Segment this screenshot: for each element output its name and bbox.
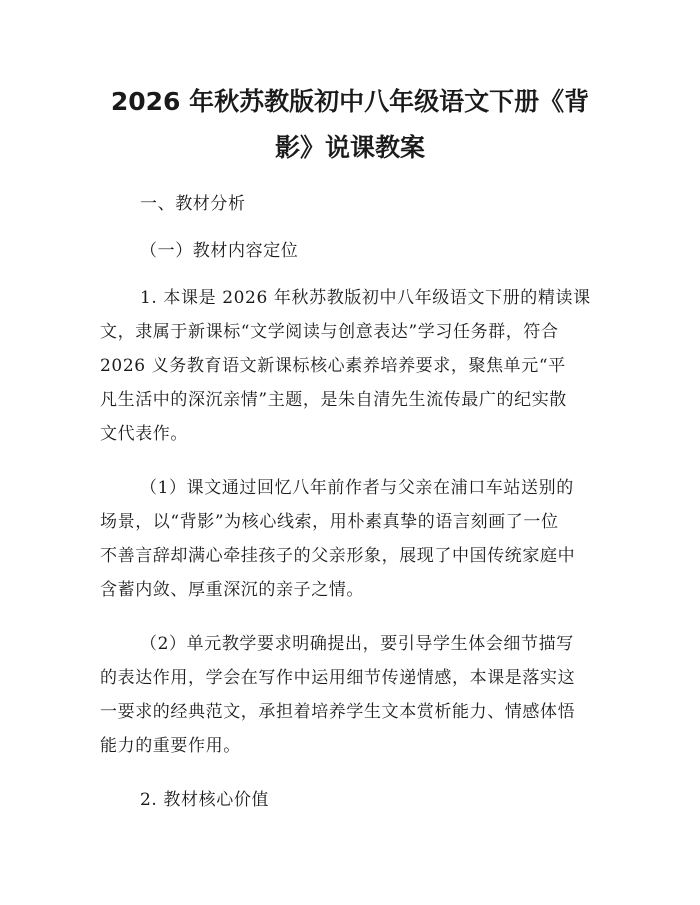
paragraph-line: 文，隶属于新课标“文学阅读与创意表达”学习任务群，符合 bbox=[100, 322, 559, 342]
document-title-line-1: 2026 年秋苏教版初中八年级语文下册《背 bbox=[110, 87, 590, 116]
paragraph-line: （1）课文通过回忆八年前作者与父亲在浦口车站送别的 bbox=[140, 478, 574, 498]
paragraph-line: 能力的重要作用。 bbox=[100, 736, 241, 756]
paragraph-line: 一要求的经典范文，承担着培养学生文本赏析能力、情感体悟 bbox=[100, 702, 576, 722]
paragraph-line: 不善言辞却满心牵挂孩子的父亲形象，展现了中国传统家庭中 bbox=[100, 546, 576, 566]
document-title-line-2: 影》说课教案 bbox=[274, 133, 425, 162]
section-heading-materials-analysis: 一、教材分析 bbox=[140, 194, 246, 214]
paragraph-line: 1. 本课是 2026 年秋苏教版初中八年级语文下册的精读课 bbox=[140, 288, 591, 308]
paragraph-line: 凡生活中的深沉亲情”主题，是朱自清先生流传最广的纪实散 bbox=[100, 390, 567, 410]
subsection-heading-core-value: 2. 教材核心价值 bbox=[140, 790, 270, 810]
paragraph-line: （2）单元教学要求明确提出，要引导学生体会细节描写 bbox=[140, 634, 574, 654]
paragraph-line: 的表达作用，学会在写作中运用细节传递情感，本课是落实这 bbox=[100, 668, 576, 688]
subsection-heading-content-positioning: （一）教材内容定位 bbox=[140, 241, 299, 261]
paragraph-line: 场景，以“背影”为核心线索，用朴素真挚的语言刻画了一位 bbox=[100, 512, 559, 532]
paragraph-line: 文代表作。 bbox=[100, 424, 188, 444]
paragraph-line: 含蓄内敛、厚重深沉的亲子之情。 bbox=[100, 580, 364, 600]
paragraph-line: 2026 义务教育语文新课标核心素养培养要求，聚焦单元“平 bbox=[100, 356, 566, 376]
